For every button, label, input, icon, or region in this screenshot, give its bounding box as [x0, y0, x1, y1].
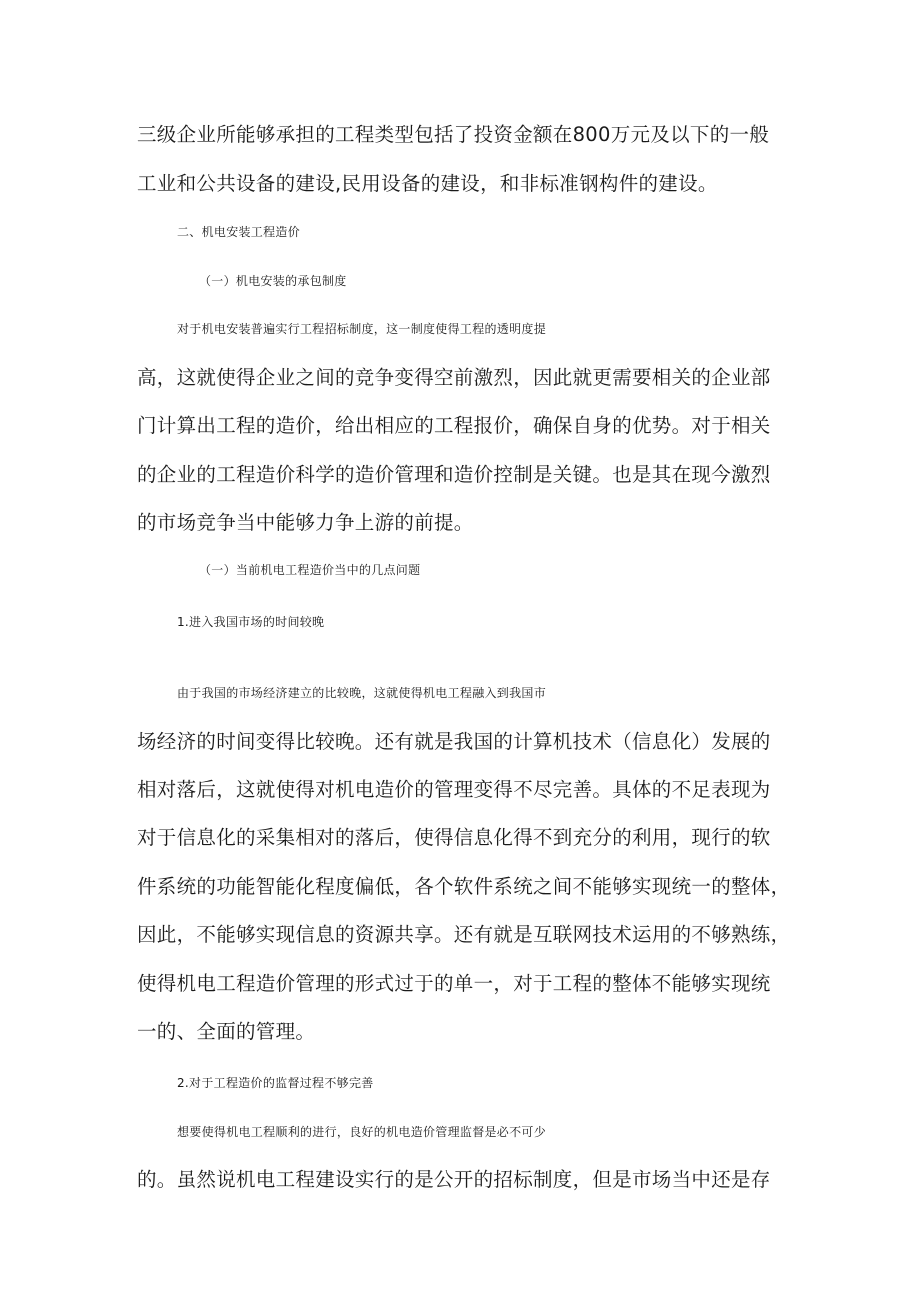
paragraph-line: 的市场竞争当中能够力争上游的前提。	[137, 511, 474, 534]
paragraph-line: 由于我国的市场经济建立的比较晚，这就使得机电工程融入到我国市	[177, 686, 547, 700]
paragraph-line: 工业和公共设备的建设,民用设备的建设，和非标准钢构件的建设。	[137, 172, 718, 195]
paragraph-line: 相对落后，这就使得对机电造价的管理变得不尽完善。具体的不足表现为	[137, 778, 771, 801]
paragraph-line: 对于机电安装普遍实行工程招标制度，这一制度使得工程的透明度提	[177, 322, 547, 336]
paragraph-line: 想要使得机电工程顺利的进行，良好的机电造价管理监督是必不可少	[177, 1125, 547, 1139]
paragraph-line: 高，这就使得企业之间的竞争变得空前激烈，因此就更需要相关的企业部	[137, 366, 771, 389]
paragraph-line: 的企业的工程造价科学的造价管理和造价控制是关键。也是其在现今激烈	[137, 463, 771, 486]
section-heading: 二、机电安装工程造价	[177, 225, 301, 239]
numbered-heading: 1.进入我国市场的时间较晚	[177, 615, 325, 629]
paragraph-line: 因此，不能够实现信息的资源共享。还有就是互联网技术运用的不够熟练，	[137, 923, 791, 946]
subsection-heading: （一）当前机电工程造价当中的几点问题	[199, 563, 421, 577]
paragraph-line: 件系统的功能智能化程度偏低，各个软件系统之间不能够实现统一的整体，	[137, 875, 791, 898]
paragraph-line: 使得机电工程造价管理的形式过于的单一，对于工程的整体不能够实现统	[137, 972, 771, 995]
paragraph-line: 对于信息化的采集相对的落后，使得信息化得不到充分的利用，现行的软	[137, 826, 771, 849]
subsection-heading: （一）机电安装的承包制度	[199, 274, 347, 288]
numbered-heading: 2.对于工程造价的监督过程不够完善	[177, 1076, 374, 1090]
paragraph-line: 场经济的时间变得比较晚。还有就是我国的计算机技术（信息化）发展的	[137, 730, 771, 753]
paragraph-line: 一的、全面的管理。	[137, 1020, 316, 1043]
paragraph-line: 门计算出工程的造价，给出相应的工程报价，确保自身的优势。对于相关	[137, 414, 771, 437]
paragraph-line: 三级企业所能够承担的工程类型包括了投资金额在800万元及以下的一般	[137, 123, 770, 146]
paragraph-line: 的。虽然说机电工程建设实行的是公开的招标制度，但是市场当中还是存	[137, 1168, 771, 1191]
